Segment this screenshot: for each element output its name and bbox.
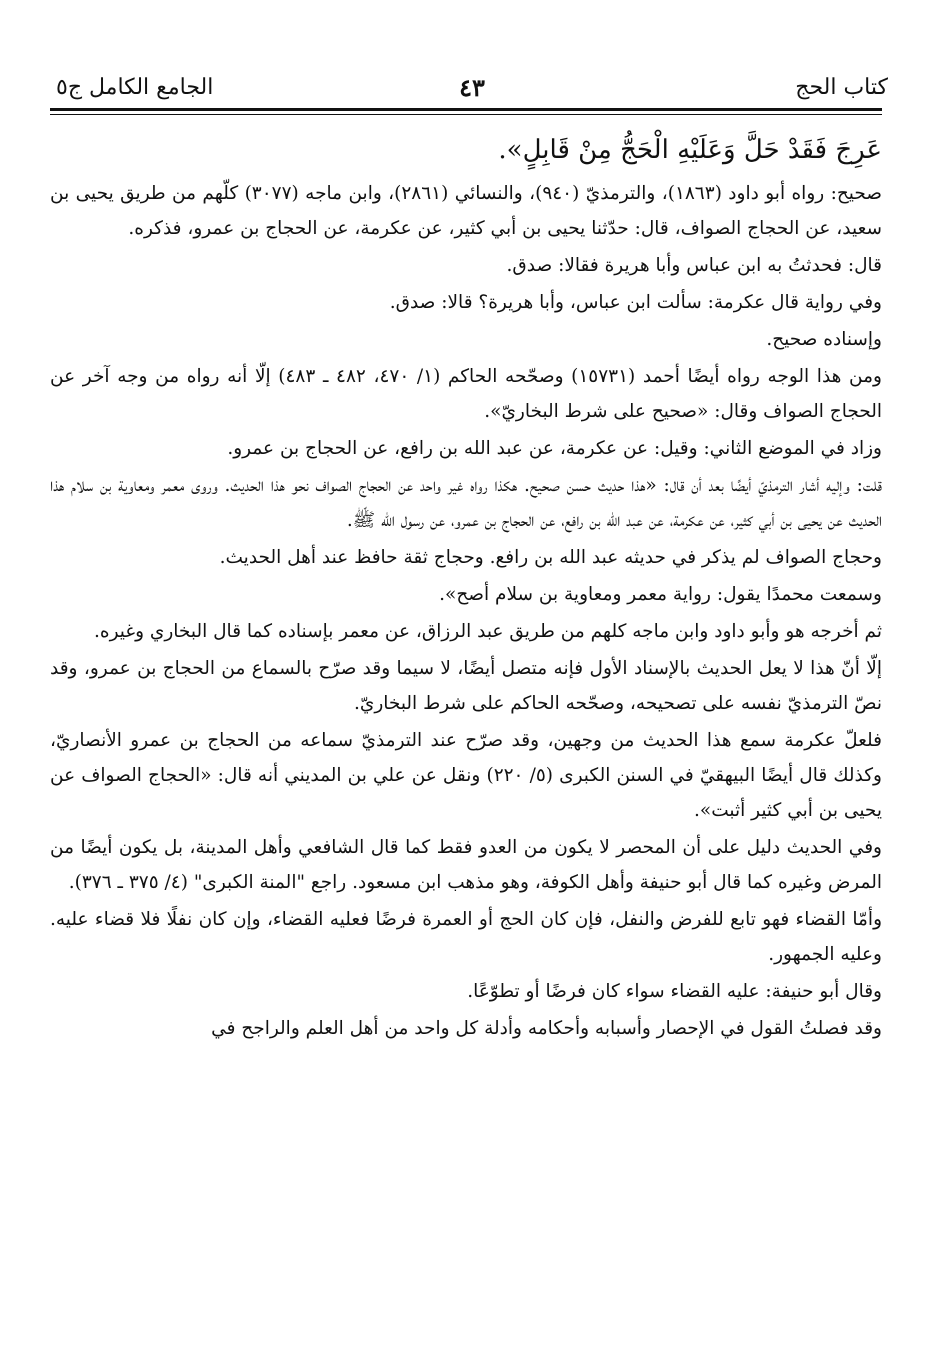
paragraph: وزاد في الموضع الثاني: وقيل: عن عكرمة، عن عبد الله بن رافع، عن الحجاج بن عمرو. [227,438,882,459]
paragraph: وإسناده صحيح. [766,329,882,350]
page-header [56,72,888,102]
page-number: ٤٣ [459,72,485,102]
paragraph: فلعلّ عكرمة سمع هذا الحديث من وجهين، وقد صرّح عند الترمذيّ سماعه من الحجاج بن عمرو الأنصاريّ، وكذلك قال أيضًا البيهقيّ في السنن الكبرى (٥/ ٢٢٠) ونقل عن علي بن المديني أنه قال: «الحجاج الصواف عن يحيى بن أبي كثير أثبت». [50,730,882,821]
header-rule-thick [50,108,882,111]
paragraph: وسمعت محمدًا يقول: رواية معمر ومعاوية بن سلام أصح». [439,584,882,605]
paragraph: وفي الحديث دليل على أن المحصر لا يكون من العدو فقط كما قال الشافعي وأهل المدينة، بل يكون أيضًا من المرض وغيره كما قال أبو حنيفة وأهل الكوفة، وهو مذهب ابن مسعود. راجع "المنة الكبرى" (٤/ ٣٧٥ ـ ٣٧٦). [50,837,882,893]
paragraph: وقد فصلتُ القول في الإحصار وأسبابه وأحكامه وأدلة كل واحد من أهل العلم والراجح في [211,1018,882,1039]
header-volume-title: الجامع الكامل ج٥ [56,74,214,100]
paragraph: ومن هذا الوجه رواه أيضًا أحمد (١٥٧٣١) وصحّحه الحاكم (١/ ٤٧٠، ٤٨٢ ـ ٤٨٣) إلّا أنه رواه من وجه آخر عن الحجاج الصواف وقال: «صحيح على شرط البخاريّ». [50,366,882,422]
paragraph: وحجاج الصواف لم يذكر في حديثه عبد الله بن رافع. وحجاج ثقة حافظ عند أهل الحديث. [219,547,882,568]
header-rule-thin [50,114,882,115]
hadith-quote: عَرِجَ فَقَدْ حَلَّ وَعَلَيْهِ الْحَجُّ مِنْ قَابِلٍ». [498,135,882,165]
paragraph: قال: فحدثتُ به ابن عباس وأبا هريرة فقالا: صدق. [506,255,882,276]
paragraph: وأمّا القضاء فهو تابع للفرض والنفل، فإن كان الحج أو العمرة فرضًا فعليه القضاء، وإن كان نفلًا فلا قضاء عليه. وعليه الجمهور. [50,909,882,965]
paragraph: ثم أخرجه هو وأبو داود وابن ماجه كلهم من طريق عبد الرزاق، عن معمر بإسناده كما قال البخاري وغيره. [94,621,882,642]
paragraph: صحيح: رواه أبو داود (١٨٦٣)، والترمذيّ (٩٤٠)، والنسائي (٢٨٦١)، وابن ماجه (٣٠٧٧) كلّهم من طريق يحيى بن سعيد، عن الحجاج الصواف، قال: حدّثنا يحيى بن أبي كثير، عن عكرمة، عن الحجاج بن عمرو، فذكره. [50,183,882,239]
paragraph: وفي رواية قال عكرمة: سألت ابن عباس، وأبا هريرة؟ قالا: صدق. [389,292,882,313]
paragraph: وقال أبو حنيفة: عليه القضاء سواء كان فرضًا أو تطوّعًا. [467,981,882,1002]
page-body [50,128,882,1048]
paragraph: إلّا أنّ هذا لا يعل الحديث بالإسناد الأول فإنه متصل أيضًا، لا سيما وقد صرّح بالسماع من الحجاج بن عمرو، وقد نصّ الترمذيّ نفسه على تصحيحه، وصحّحه الحاكم على شرط البخاريّ. [50,658,882,714]
paragraph: قلت: وإليه أشار الترمذيّ أيضًا بعد أن قال: «هذا حديث حسن صحيح. هكذا رواه غير واحد عن الحجاج الصواف نحو هذا الحديث. وروى معمر ومعاوية بن سلام هذا الحديث عن يحيى بن أبي كثير، عن عكرمة، عن عبد الله بن رافع، عن الحجاج بن عمرو، عن رسول الله ﷺ. [50,475,882,531]
header-book-title: كتاب الحج [795,74,888,100]
